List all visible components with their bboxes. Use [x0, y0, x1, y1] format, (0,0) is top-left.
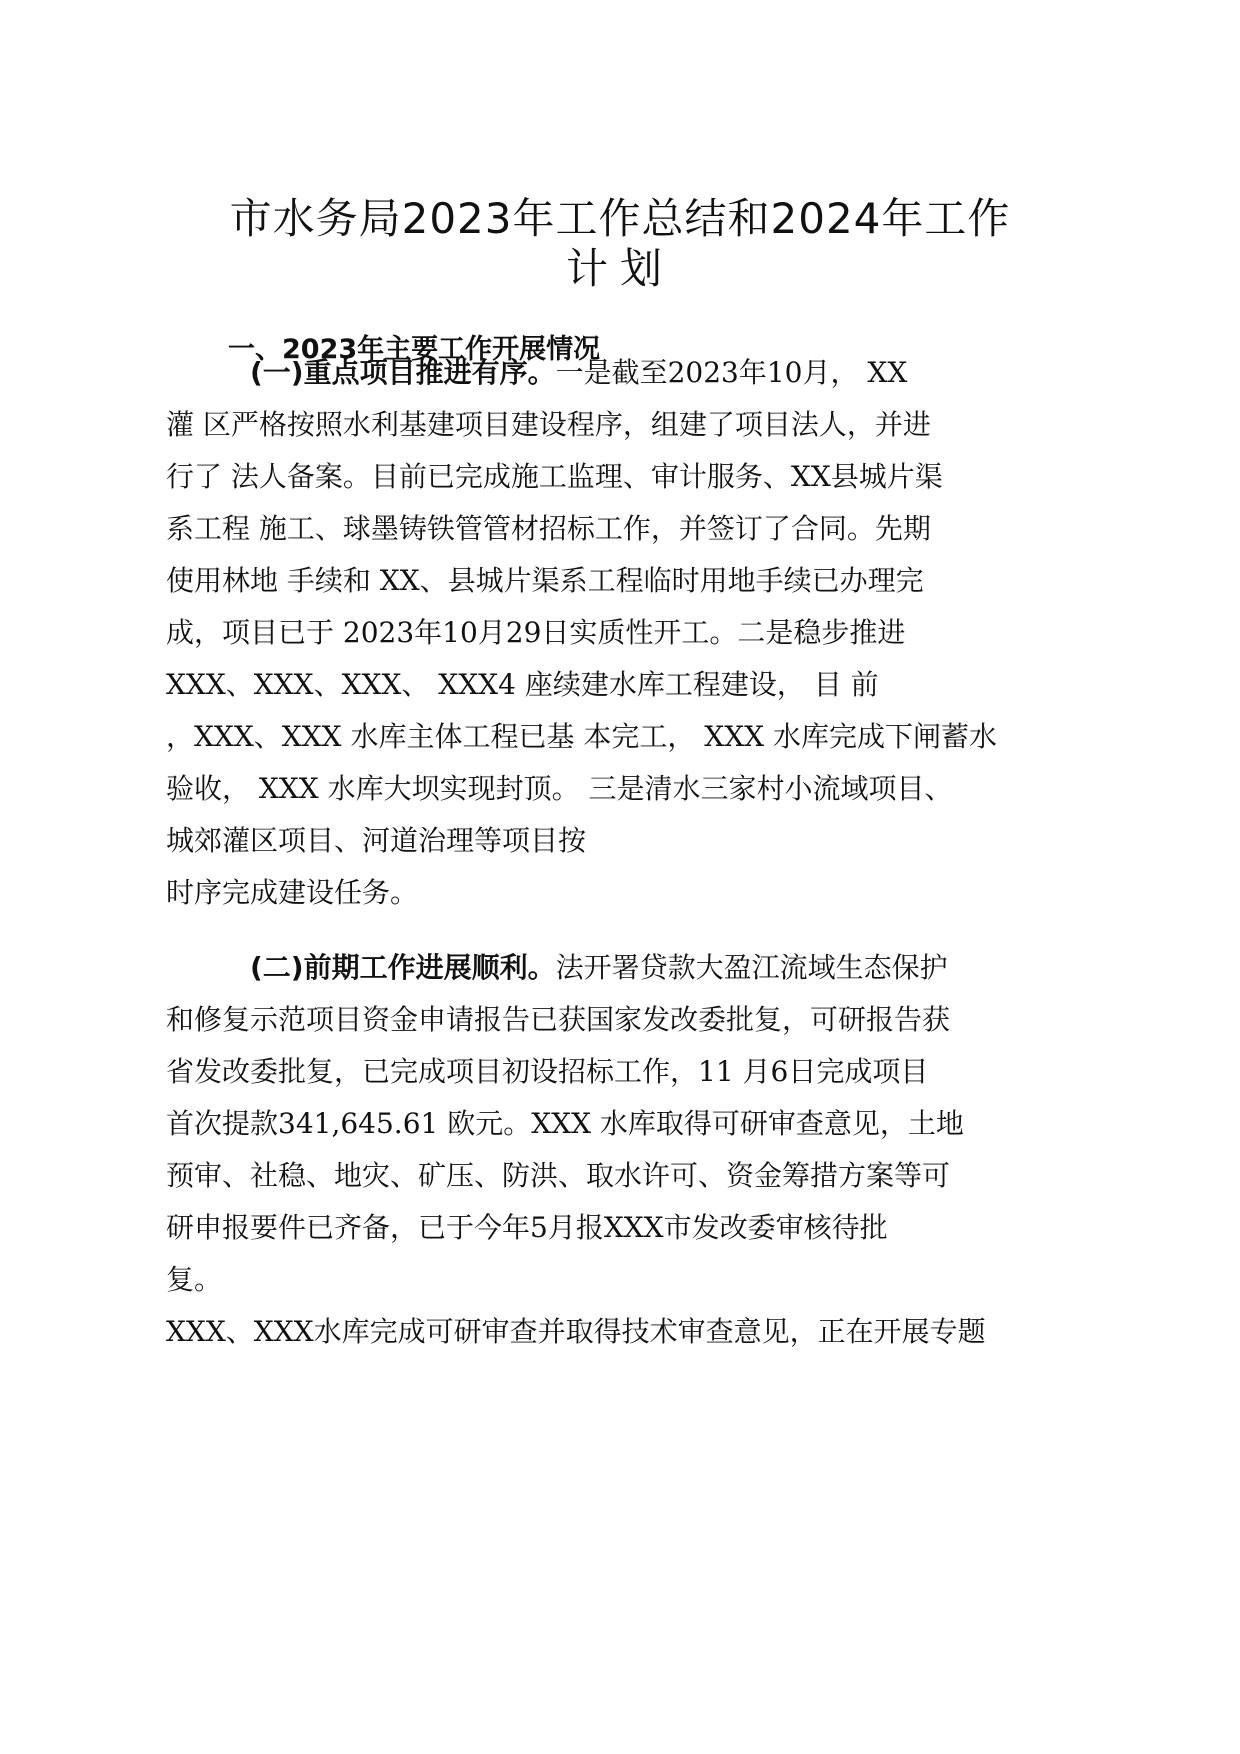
paragraph-2-line-8: XXX、XXX水库完成可研审查并取得技术审查意见，正在开展专题 — [166, 1315, 986, 1348]
paragraph-2-line-2: 和修复示范项目资金申请报告已获国家发改委批复，可研报告获 — [166, 1003, 951, 1036]
document-title-line-1: 市水务局2023年工作总结和2024年工作 — [229, 194, 1011, 243]
paragraph-1-line-5: 使用林地 手续和 XX、县城片渠系工程临时用地手续已办理完 — [166, 564, 924, 597]
paragraph-1-line-10: 城郊灌区项目、河道治理等项目按 — [166, 824, 587, 857]
paragraph-2-line-3: 省发改委批复，已完成项目初设招标工作，11 月6日完成项目 — [166, 1055, 929, 1088]
paragraph-2-line-6: 研申报要件已齐备，已于今年5月报XXX市发改委审核待批 — [166, 1211, 888, 1244]
paragraph-1-line-9: 验收， XXX 水库大坝实现封顶。 三是清水三家村小流域项目、 — [166, 772, 953, 805]
paragraph-1-line-7: XXX、XXX、XXX、 XXX4 座续建水库工程建设， 目 前 — [166, 668, 879, 701]
paragraph-2-line-5: 预审、社稳、地灾、矿压、防洪、取水许可、资金筹措方案等可 — [166, 1159, 951, 1192]
document-title-line-2: 计划 — [565, 244, 674, 293]
paragraph-2-line-4: 首次提款341,645.61 欧元。XXX 水库取得可研审查意见，土地 — [166, 1107, 964, 1140]
paragraph-1-line-8: ，XXX、XXX 水库主体工程已基 本完工， XXX 水库完成下闸蓄水 — [166, 720, 998, 753]
section-heading: 一、2023年主要工作开展情况 — [228, 334, 601, 365]
paragraph-2-lead: (二)前期工作进展顺利。 — [250, 951, 556, 984]
paragraph-2-line-1 — [250, 948, 948, 988]
paragraph-2-line-7: 复。 — [166, 1263, 223, 1296]
paragraph-1-line-1 — [250, 353, 907, 393]
paragraph-1-line-4: 系工程 施工、球墨铸铁管管材招标工作，并签订了合同。先期 — [166, 512, 931, 545]
paragraph-1-line-11: 时序完成建设任务。 — [166, 876, 419, 909]
paragraph-1-line-1-text: 一是截至2023年10月， XX — [555, 356, 908, 389]
paragraph-1-line-3: 行了 法人备案。目前已完成施工监理、审计服务、XX县城片渠 — [166, 460, 943, 493]
paragraph-1-line-2: 灌 区严格按照水利基建项目建设程序，组建了项目法人，并进 — [166, 408, 931, 441]
paragraph-1-lead: (一)重点项目推进有序。 — [250, 356, 556, 389]
paragraph-1-line-6: 成，项目已于 2023年10月29日实质性开工。二是稳步推进 — [166, 616, 906, 649]
paragraph-2-line-1-text: 法开署贷款大盈江流域生态保护 — [555, 951, 948, 984]
